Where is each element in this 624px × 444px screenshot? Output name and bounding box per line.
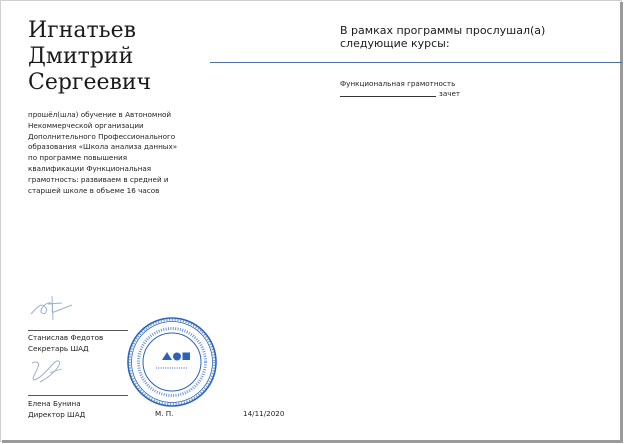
courses-divider <box>210 62 622 63</box>
course-name: Функциональная грамотность <box>340 79 456 88</box>
director-signature-image <box>28 355 74 385</box>
official-stamp-seal <box>126 316 218 408</box>
secretary-signature-line <box>28 330 128 331</box>
issue-date: 14/11/2020 <box>243 409 285 418</box>
stamp-place-label: М. П. <box>155 409 174 418</box>
course-underline <box>340 96 436 97</box>
director-name: Елена Бунина <box>28 399 81 408</box>
secretary-name: Станислав Федотов <box>28 333 104 342</box>
recipient-last-name: Игнатьев <box>28 18 137 43</box>
recipient-patronymic: Сергеевич <box>28 70 152 95</box>
recipient-name <box>28 18 151 96</box>
director-block <box>28 398 85 420</box>
secretary-title: Секретарь ШАД <box>28 344 89 353</box>
courses-heading: В рамках программы прослушал(а) следующие курсы: <box>340 24 546 50</box>
secretary-block <box>28 332 103 354</box>
recipient-first-name: Дмитрий <box>28 44 134 69</box>
page-shadow-right <box>620 2 623 443</box>
training-description: прошёл(шла) обучение в Автономной Некоммерческой организации Дополнительного Профессионального образования «Школа анализа данных» по программе повышения квалификации Функциональная грамотность: развиваем в средней и старшей школе в объеме 16 часов <box>28 110 178 195</box>
secretary-signature-image <box>28 292 78 322</box>
director-signature-line <box>28 395 128 396</box>
director-title: Директор ШАД <box>28 410 86 419</box>
course-result: зачет <box>439 89 461 98</box>
page-shadow-bottom <box>2 440 622 443</box>
